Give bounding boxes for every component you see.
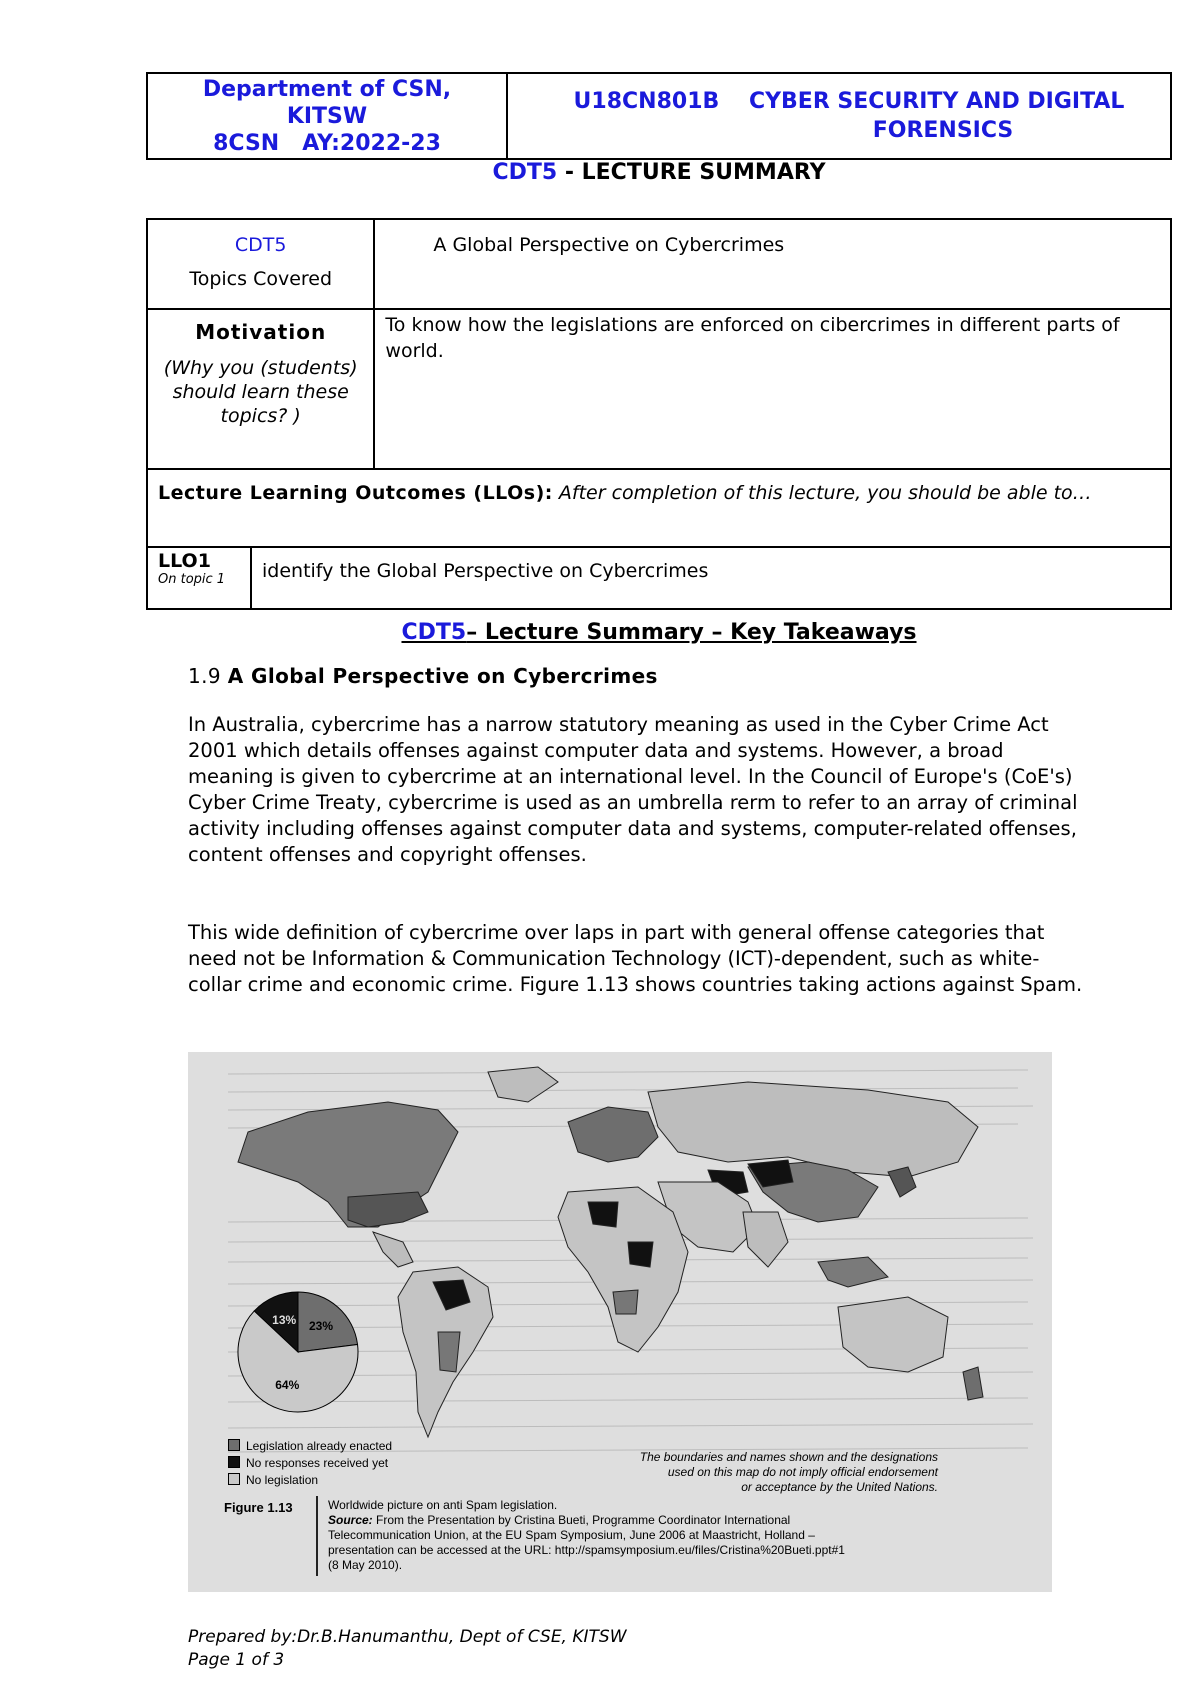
caption-source-text: From the Presentation by Cristina Bueti, Programme Coordinator International xyxy=(372,1513,791,1527)
topics-label: Topics Covered xyxy=(189,268,333,290)
map-libya xyxy=(588,1202,618,1227)
course-title-line2: FORENSICS xyxy=(872,118,1014,143)
legend-swatch xyxy=(228,1473,240,1485)
disclaimer-line: or acceptance by the United Nations. xyxy=(741,1480,938,1494)
motivation-label-cell xyxy=(147,309,374,469)
lecture-summary-title xyxy=(146,160,1172,185)
caption-title: Worldwide picture on anti Spam legislation. xyxy=(328,1498,558,1512)
pie-label-23: 23% xyxy=(308,1318,334,1333)
spam-pie-chart xyxy=(228,1282,368,1422)
topics-value: A Global Perspective on Cybercrimes xyxy=(433,234,785,256)
section-heading xyxy=(188,664,658,688)
legend-label: No legislation xyxy=(246,1473,319,1487)
disclaimer-line: used on this map do not imply official endorsement xyxy=(667,1465,938,1479)
lecture-summary-label: - LECTURE SUMMARY xyxy=(557,160,826,185)
spam-legislation-figure xyxy=(188,1052,1052,1592)
section-title: A Global Perspective on Cybercrimes xyxy=(227,664,658,688)
disclaimer-line: The boundaries and names shown and the designations xyxy=(639,1450,938,1464)
llo1-label: LLO1 xyxy=(158,550,211,572)
llo-heading-italic: After completion of this lecture, you should be able to… xyxy=(552,482,1092,504)
caption-source-label: Source: xyxy=(328,1513,373,1527)
paragraph-definition: This wide definition of cybercrime over laps in part with general offense categories that need not be Information & Communication Technology (ICT)-dependent, such as white-collar crime and economic crime. Figure 1.13 shows countries taking actions against Spam. xyxy=(188,921,1083,996)
llo1-sub: On topic 1 xyxy=(158,572,226,587)
course-code: U18CN801B xyxy=(573,89,720,114)
legend-item-enacted xyxy=(228,1438,392,1455)
course-title-line1: CYBER SECURITY AND DIGITAL xyxy=(748,89,1125,114)
topics-label-cell xyxy=(147,219,374,309)
map-legend xyxy=(228,1438,392,1489)
figure-caption-label: Figure 1.13 xyxy=(224,1500,293,1515)
section-number: 1.9 xyxy=(188,664,222,688)
motivation-value-cell xyxy=(374,309,1171,469)
legend-label: No responses received yet xyxy=(246,1456,389,1470)
legend-item-no-response xyxy=(228,1455,392,1472)
motivation-label: Motivation xyxy=(195,320,327,344)
map-sudan xyxy=(628,1242,653,1267)
department-cell xyxy=(147,73,507,159)
llo1-label-cell xyxy=(147,547,251,609)
caption-source-text: Telecommunication Union, at the EU Spam Symposium, June 2006 at Maastricht, Holland – xyxy=(328,1528,815,1542)
caption-source-text: presentation can be accessed at the URL: http://spamsymposium.eu/files/Cristina%20Bueti.ppt#1 xyxy=(328,1543,845,1557)
lecture-code: CDT5 xyxy=(492,160,558,185)
llo-heading: Lecture Learning Outcomes (LLOs): xyxy=(158,482,553,504)
legend-item-no-legislation xyxy=(228,1472,392,1489)
llo1-text-cell xyxy=(251,547,1171,609)
caption-source-text: (8 May 2010). xyxy=(328,1558,403,1572)
caption-divider xyxy=(316,1496,318,1576)
key-takeaways-code: CDT5 xyxy=(401,620,467,645)
class-year: 8CSN AY:2022-23 xyxy=(213,130,441,156)
topics-value-cell xyxy=(374,219,1171,309)
llo1-text: identify the Global Perspective on Cybercrimes xyxy=(262,560,709,582)
legend-swatch xyxy=(228,1456,240,1468)
map-southern-africa xyxy=(613,1290,638,1314)
figure-caption xyxy=(328,1498,968,1573)
pie-label-64: 64% xyxy=(275,1378,300,1393)
un-disclaimer xyxy=(588,1450,938,1495)
paragraph-australia: In Australia, cybercrime has a narrow statutory meaning as used in the Cyber Crime Act 2001 which details offenses against computer data and systems. However, a broad meaning is given to cybercrime at an international level. In the Council of Europe's (CoE's) Cyber Crime Treaty, cybercrime is used as an umbrella rerm to refer to an array of criminal activity including offenses against computer data and systems, computer-related offenses, content offenses and copyright offenses. xyxy=(188,713,1078,866)
institute-name: KITSW xyxy=(286,103,368,129)
legend-swatch xyxy=(228,1439,240,1451)
topics-code: CDT5 xyxy=(234,234,287,256)
page-number: Page 1 of 3 xyxy=(188,1650,285,1670)
key-takeaways-label: – Lecture Summary – Key Takeaways xyxy=(466,620,917,645)
header-table xyxy=(146,72,1172,160)
course-cell xyxy=(507,73,1171,159)
lecture-info-table xyxy=(146,218,1172,610)
motivation-value: To know how the legislations are enforced on cibercrimes in different parts of world. xyxy=(385,314,1120,362)
department-name: Department of CSN, xyxy=(202,76,452,102)
legend-label: Legislation already enacted xyxy=(246,1439,393,1453)
key-takeaways-title xyxy=(146,620,1172,645)
map-bolivia xyxy=(438,1332,460,1372)
caption-source-line xyxy=(328,1513,968,1528)
pie-label-13: 13% xyxy=(272,1313,297,1328)
motivation-sub: (Why you (students) should learn these topics? ) xyxy=(163,357,358,427)
page-footer xyxy=(188,1626,627,1672)
llo-heading-cell xyxy=(147,469,1171,547)
prepared-by: Prepared by:Dr.B.Hanumanthu, Dept of CSE, KITSW xyxy=(188,1627,627,1647)
